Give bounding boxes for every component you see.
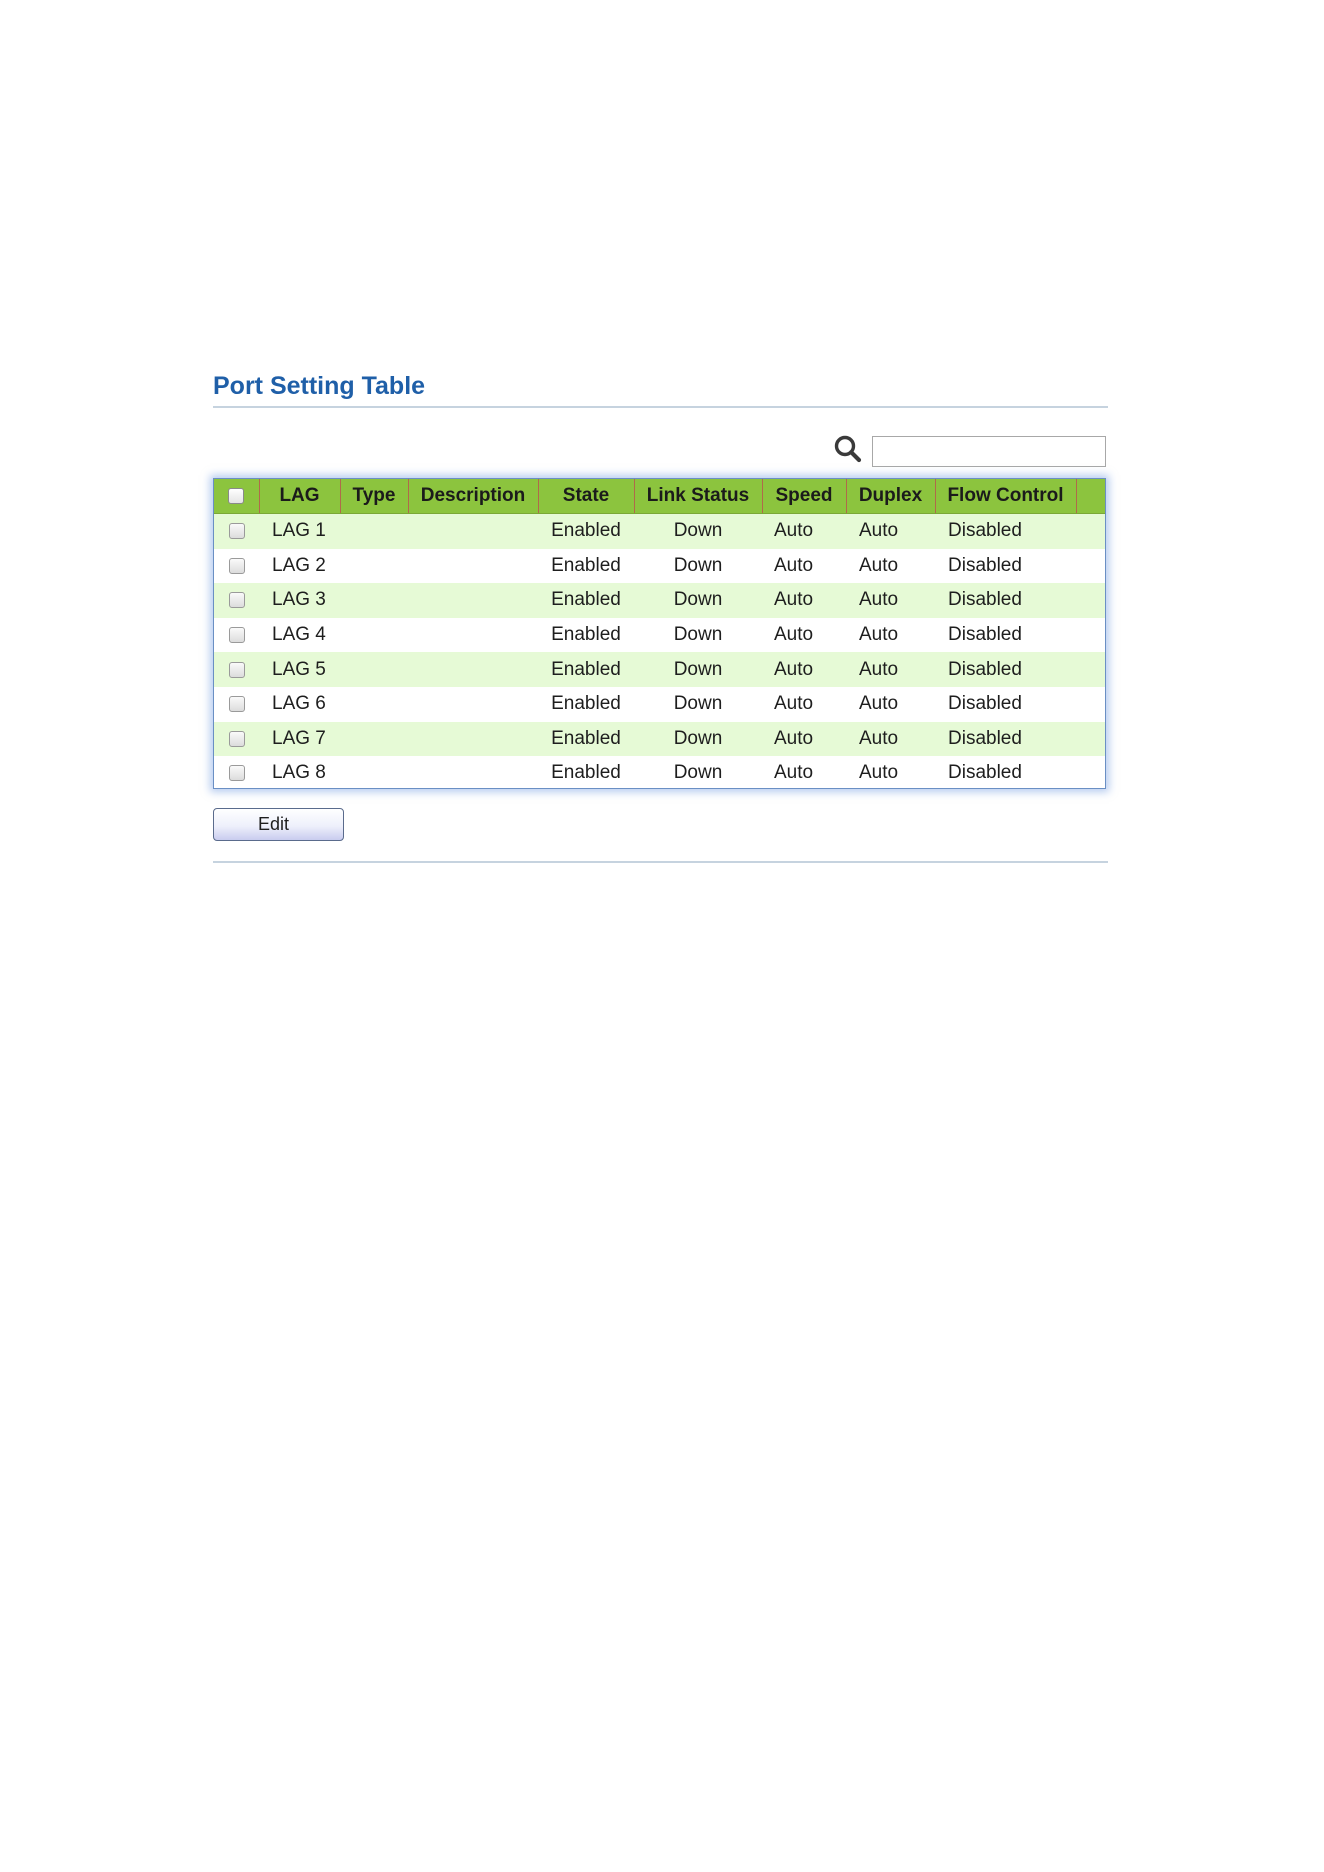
row-checkbox[interactable] (229, 558, 245, 574)
cell-filler (1076, 756, 1105, 789)
row-select-cell (214, 549, 259, 584)
cell-flow-control: Disabled (935, 549, 1076, 584)
cell-duplex: Auto (846, 618, 935, 653)
cell-type (340, 583, 408, 618)
row-select-cell (214, 618, 259, 653)
cell-filler (1076, 618, 1105, 653)
row-select-cell (214, 583, 259, 618)
edit-button[interactable] (213, 808, 344, 841)
cell-link-status: Down (634, 652, 762, 687)
page-title: Port Setting Table (213, 372, 426, 400)
cell-duplex: Auto (846, 583, 935, 618)
cell-description (408, 687, 538, 722)
cell-filler (1076, 583, 1105, 618)
select-all-header (214, 479, 259, 514)
cell-state: Enabled (538, 514, 634, 549)
cell-lag: LAG 4 (259, 618, 340, 653)
cell-duplex: Auto (846, 652, 935, 687)
cell-link-status: Down (634, 618, 762, 653)
cell-lag: LAG 3 (259, 583, 340, 618)
cell-filler (1076, 687, 1105, 722)
cell-duplex: Auto (846, 756, 935, 789)
table-row[interactable] (214, 514, 1105, 549)
cell-filler (1076, 514, 1105, 549)
cell-lag: LAG 2 (259, 549, 340, 584)
column-header-flow-control[interactable]: Flow Control (935, 479, 1076, 514)
cell-state: Enabled (538, 652, 634, 687)
row-select-cell (214, 687, 259, 722)
cell-duplex: Auto (846, 722, 935, 757)
column-header-duplex[interactable]: Duplex (846, 479, 935, 514)
cell-link-status: Down (634, 549, 762, 584)
cell-flow-control: Disabled (935, 652, 1076, 687)
cell-type (340, 756, 408, 789)
cell-type (340, 549, 408, 584)
search-input[interactable] (872, 436, 1106, 467)
cell-link-status: Down (634, 583, 762, 618)
table-row[interactable] (214, 687, 1105, 722)
search-icon[interactable] (833, 434, 863, 464)
cell-speed: Auto (762, 549, 846, 584)
row-select-cell (214, 756, 259, 789)
cell-state: Enabled (538, 583, 634, 618)
title-divider (213, 406, 1108, 408)
port-setting-table (213, 478, 1106, 789)
cell-state: Enabled (538, 618, 634, 653)
cell-speed: Auto (762, 583, 846, 618)
cell-speed: Auto (762, 756, 846, 789)
cell-speed: Auto (762, 514, 846, 549)
cell-speed: Auto (762, 618, 846, 653)
cell-flow-control: Disabled (935, 514, 1076, 549)
cell-type (340, 618, 408, 653)
cell-description (408, 722, 538, 757)
cell-state: Enabled (538, 687, 634, 722)
row-checkbox[interactable] (229, 731, 245, 747)
cell-flow-control: Disabled (935, 756, 1076, 789)
cell-lag: LAG 6 (259, 687, 340, 722)
cell-state: Enabled (538, 549, 634, 584)
cell-flow-control: Disabled (935, 687, 1076, 722)
cell-speed: Auto (762, 722, 846, 757)
cell-description (408, 756, 538, 789)
row-checkbox[interactable] (229, 523, 245, 539)
column-header-filler (1076, 479, 1105, 514)
cell-description (408, 514, 538, 549)
cell-duplex: Auto (846, 549, 935, 584)
table-row[interactable] (214, 652, 1105, 687)
table-row[interactable] (214, 583, 1105, 618)
table-row[interactable] (214, 756, 1105, 789)
edit-button-label: Edit (257, 814, 290, 834)
row-checkbox[interactable] (229, 696, 245, 712)
table-header-row (214, 479, 1105, 514)
row-select-cell (214, 722, 259, 757)
column-header-description[interactable]: Description (408, 479, 538, 514)
section-divider (213, 861, 1108, 863)
row-checkbox[interactable] (229, 765, 245, 781)
cell-link-status: Down (634, 722, 762, 757)
select-all-checkbox[interactable] (228, 488, 244, 504)
cell-flow-control: Disabled (935, 583, 1076, 618)
column-header-speed[interactable]: Speed (762, 479, 846, 514)
row-checkbox[interactable] (229, 662, 245, 678)
cell-lag: LAG 1 (259, 514, 340, 549)
row-checkbox[interactable] (229, 592, 245, 608)
row-checkbox[interactable] (229, 627, 245, 643)
cell-description (408, 618, 538, 653)
cell-description (408, 652, 538, 687)
cell-link-status: Down (634, 514, 762, 549)
cell-speed: Auto (762, 687, 846, 722)
cell-duplex: Auto (846, 514, 935, 549)
cell-description (408, 583, 538, 618)
cell-filler (1076, 549, 1105, 584)
cell-lag: LAG 7 (259, 722, 340, 757)
column-header-link-status[interactable]: Link Status (634, 479, 762, 514)
table-row[interactable] (214, 549, 1105, 584)
cell-state: Enabled (538, 756, 634, 789)
cell-speed: Auto (762, 652, 846, 687)
cell-type (340, 722, 408, 757)
cell-duplex: Auto (846, 687, 935, 722)
cell-filler (1076, 652, 1105, 687)
cell-lag: LAG 8 (259, 756, 340, 789)
cell-link-status: Down (634, 756, 762, 789)
cell-link-status: Down (634, 687, 762, 722)
row-select-cell (214, 514, 259, 549)
column-header-type[interactable]: Type (340, 479, 408, 514)
cell-type (340, 687, 408, 722)
row-select-cell (214, 652, 259, 687)
cell-type (340, 652, 408, 687)
table-row[interactable] (214, 722, 1105, 757)
table-row[interactable] (214, 618, 1105, 653)
cell-flow-control: Disabled (935, 722, 1076, 757)
cell-flow-control: Disabled (935, 618, 1076, 653)
cell-type (340, 514, 408, 549)
column-header-lag[interactable]: LAG (259, 479, 340, 514)
cell-state: Enabled (538, 722, 634, 757)
column-header-state[interactable]: State (538, 479, 634, 514)
cell-lag: LAG 5 (259, 652, 340, 687)
cell-filler (1076, 722, 1105, 757)
cell-description (408, 549, 538, 584)
